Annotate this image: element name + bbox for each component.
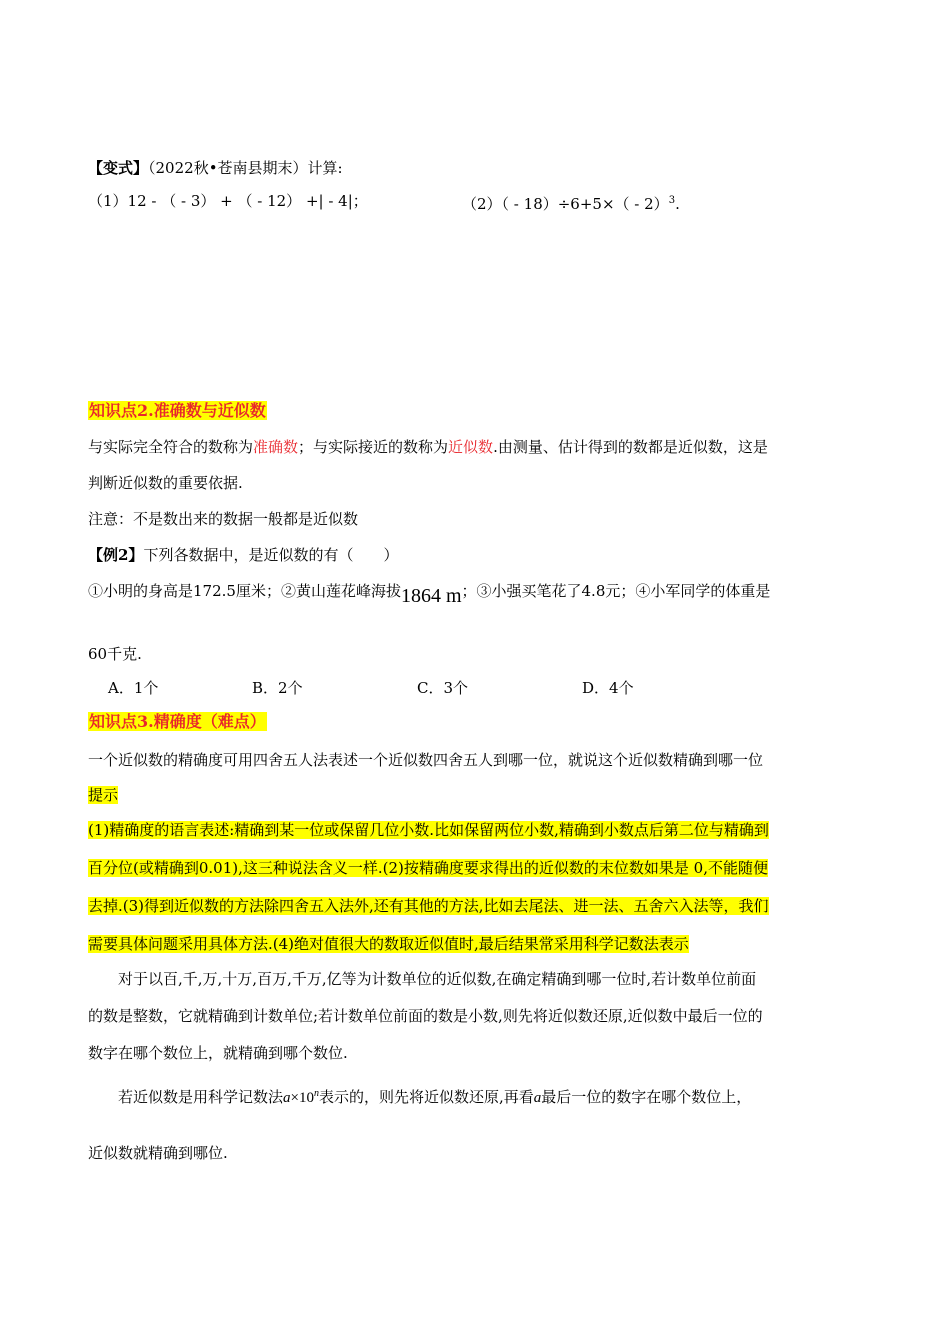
variant-source: （2022秋•苍南县期末）计算: <box>148 159 343 177</box>
kp2-note: 注意：不是数出来的数据一般都是近似数 <box>88 510 359 528</box>
tip-line-4: 需要具体问题采用具体方法.(4)绝对值很大的数取近似值时,最后结果常采用科学记数法表示 <box>88 935 689 953</box>
para1-line-3: 数字在哪个数位上，就精确到哪个数位. <box>88 1044 348 1062</box>
example-tag: 【例2】 <box>88 546 144 564</box>
term-approx-number: 近似数 <box>448 438 494 456</box>
kp3-heading: 知识点3.精确度（难点） <box>89 712 266 731</box>
para2-line-2: 近似数就精确到哪位. <box>88 1144 228 1162</box>
para1-line-1: 对于以百,千,万,十万,百万,千万,亿等为计数单位的近似数,在确定精确到哪一位时,若计数单位前面 <box>118 970 757 988</box>
kp2-paragraph-line2: 判断近似数的重要依据. <box>88 474 243 492</box>
math-a-2: a <box>533 1090 542 1106</box>
math-a: a <box>283 1090 291 1106</box>
tip-label: 提示 <box>88 786 119 804</box>
tip-line-1: (1)精确度的语言表述:精确到某一位或保留几位小数.比如保留两位小数,精确到小数点后第二位与精确到 <box>88 821 769 839</box>
variant-question-2: （2）（ - 18）÷6+5×（ - 2）$^3$. <box>462 195 680 213</box>
para1-line-2: 的数是整数，它就精确到计数单位;若计数单位前面的数是小数,则先将近似数还原,近似数中最后一位的 <box>88 1007 763 1025</box>
variant-header <box>88 158 343 178</box>
option-c[interactable]: C．3个 <box>417 679 469 697</box>
kp2-paragraph: 与实际完全符合的数称为准确数；与实际接近的数称为近似数.由测量、估计得到的数都是近似数，这是 <box>88 438 768 456</box>
option-d[interactable]: D．4个 <box>582 679 634 697</box>
kp2-heading: 知识点2.准确数与近似数 <box>89 401 266 420</box>
option-a[interactable]: A．1个 <box>108 679 159 697</box>
altitude-value: 1864 m <box>400 585 462 607</box>
tip-line-2: 百分位(或精确到0.01),这三种说法含义一样.(2)按精确度要求得出的近似数的末位数如果是 0,不能随便 <box>88 859 768 877</box>
example-items: ①小明的身高是172.5厘米；②黄山莲花峰海拔1864 m；③小强买笔花了4.8元；④小军同学的体重是 <box>88 582 771 607</box>
variant-question-1: （1）12 - （ - 3） + （ - 12） +| - 4|； <box>88 192 368 210</box>
term-exact-number: 准确数 <box>253 438 299 456</box>
example-items-line2: 60千克. <box>88 645 142 663</box>
variant-tag: 【变式】 <box>88 159 149 177</box>
example-2: 【例2】下列各数据中，是近似数的有（ ） <box>88 546 399 564</box>
para2-line-1: 若近似数是用科学记数法$a\times 10^n$表示的，则先将近似数还原,再看a最后一位的数字在哪个数位上， <box>118 1088 752 1106</box>
tip-line-3: 去掉.(3)得到近似数的方法除四舍五入法外,还有其他的方法,比如去尾法、进一法、五舍六入法等，我们 <box>88 897 769 915</box>
option-b[interactable]: B．2个 <box>252 679 303 697</box>
kp3-intro: 一个近似数的精确度可用四舍五人法表述一个近似数四舍五人到哪一位，就说这个近似数精确到哪一位 <box>88 751 764 769</box>
